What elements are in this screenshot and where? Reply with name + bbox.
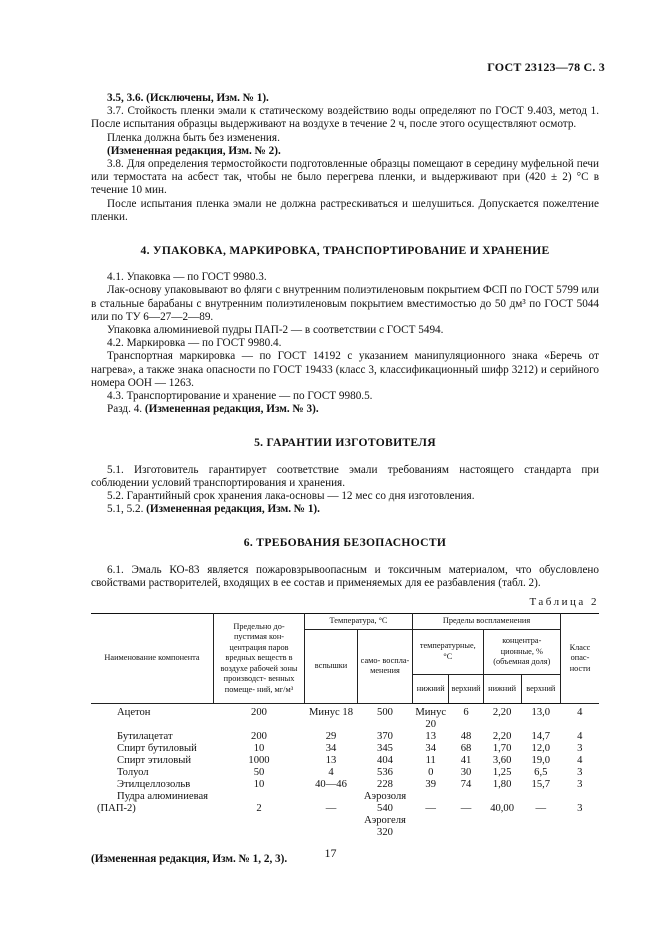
cell-tl: 0 (428, 766, 434, 778)
header-temp-upper: верхний (449, 674, 483, 703)
cell-line: 3 (577, 802, 583, 814)
cell-self: 370 (377, 730, 393, 742)
table-row (91, 731, 599, 743)
cell-pdk: 10 (253, 742, 265, 754)
cell-cl: 1,25 (492, 766, 512, 778)
paragraph-3-5: 3.5, 3.6. (Исключены, Изм. № 1). (107, 92, 269, 104)
cell-cl: 2,20 (492, 706, 512, 718)
cell-cl: 2,20 (492, 730, 512, 742)
section-6-title: 6. ТРЕБОВАНИЯ БЕЗОПАСНОСТИ (243, 536, 447, 550)
cell-line: — (460, 802, 472, 814)
cell-self: 404 (377, 754, 393, 766)
cell-flash (305, 791, 358, 839)
cell-tl: 11 (425, 754, 436, 766)
paragraph-lacquer-packing: Лак-основу упаковывают во фляги с внутренним полиэтиленовым покрытием ФСП по ГОСТ 5799 или в стальные барабаны с внутренним полиэтиленовым покрытием вместимостью до 50 дм³ по ГОСТ 5044 или по ТУ 6—27—2—89. (91, 284, 599, 323)
section-4-title: 4. УПАКОВКА, МАРКИРОВКА, ТРАНСПОРТИРОВАНИЕ И ХРАНЕНИЕ (140, 244, 550, 258)
page-header: ГОСТ 23123—78 С. 3 (487, 60, 605, 74)
paragraph-3-8: 3.8. Для определения термостойкости подготовленные образцы помещают в середину муфельной печи или термостата на асбест так, чтобы не было перегрева пленки, и выдерживают при (420 ± 2) °С в течение 10 мин. (91, 158, 599, 197)
header-self-ignition: само- воспла- менения (358, 629, 413, 703)
paragraph-4-2: 4.2. Маркировка — по ГОСТ 9980.4. (107, 337, 282, 350)
cell-cu: 15,7 (531, 778, 551, 790)
cell-line: 540 (377, 802, 393, 814)
paragraph-6-1: 6.1. Эмаль КО-83 является пожаровзрывоопасным и токсичным материалом, что обусловлено свойствами растворителей, входящих в ее состав и применяемых для ее разбавления (табл. 2). (91, 563, 599, 589)
cell-cu (521, 791, 560, 839)
cell-tl: 13 (425, 730, 437, 742)
table-row (91, 755, 599, 767)
section-4-note-prefix: Разд. 4. (107, 403, 143, 416)
cell-line: — (325, 802, 337, 814)
section-5-note-prefix: 5.1, 5.2. (107, 503, 144, 516)
paragraph-4-1: 4.1. Упаковка — по ГОСТ 9980.3. (107, 271, 267, 284)
cell-tl (413, 791, 449, 839)
cell-cls: 4 (577, 754, 583, 766)
page-number: 17 (324, 846, 337, 860)
final-amendment-note: (Измененная редакция, Изм. № 1, 2, 3). (91, 852, 288, 865)
cell-flash: 34 (325, 742, 337, 754)
cell-line: 40,00 (490, 802, 515, 814)
section-5-amendment (91, 503, 599, 516)
paragraph-5-2: 5.2. Гарантийный срок хранения лака-основы — 12 мес со дня изготовления. (107, 490, 475, 503)
cell-tl: Минус 20 (415, 706, 447, 730)
header-hazard-class: Класс опас- ности (561, 614, 600, 704)
paragraph-transport-marking: Транспортная маркировка — по ГОСТ 14192 с указанием манипуляционного знака «Беречь от нагрева», а также знака опасности по ГОСТ 19433 (класс 3, классификационный шифр 3212) и серийного номера ООН — 1263. (91, 350, 599, 389)
cell-line: — (425, 802, 437, 814)
cell-tu: 41 (460, 754, 472, 766)
table-row (91, 703, 599, 731)
cell-cl: 1,70 (492, 742, 512, 754)
header-concentration-limits: концентра- ционные, % (объемная доля) (483, 629, 560, 674)
cell-flash: 40—46 (315, 778, 347, 790)
header-name: Наименование компонента (91, 614, 214, 704)
cell-pdk (214, 791, 305, 839)
cell-name (91, 791, 214, 839)
section-4-note: (Измененная редакция, Изм. № 3). (144, 403, 319, 416)
paragraph-pap-packing: Упаковка алюминиевой пудры ПАП-2 — в соответствии с ГОСТ 5494. (107, 324, 444, 337)
cell-self: 500 (377, 706, 393, 718)
cell-line: 320 (377, 826, 393, 838)
cell-cls: 3 (577, 778, 583, 790)
document-body (91, 92, 599, 866)
hazard-table (91, 613, 599, 839)
cell-cl: 1,80 (492, 778, 512, 790)
cell-cls: 4 (577, 706, 583, 718)
cell-line: Аэрозоля (363, 790, 407, 802)
cell-pdk: 200 (251, 730, 267, 742)
header-conc-upper: верхний (521, 674, 560, 703)
cell-pdk: 1000 (248, 754, 270, 766)
cell-tl: 34 (425, 742, 437, 754)
cell-name: Спирт этиловый (117, 754, 192, 766)
cell-cu: 19,0 (531, 754, 551, 766)
section-5-title: 5. ГАРАНТИИ ИЗГОТОВИТЕЛЯ (254, 436, 436, 450)
cell-line: 2 (256, 802, 262, 814)
cell-flash: 29 (325, 730, 337, 742)
cell-cu: 13,0 (531, 706, 551, 718)
cell-pdk: 200 (251, 706, 267, 718)
cell-cls: 3 (577, 742, 583, 754)
cell-cu: 12,0 (531, 742, 551, 754)
cell-tu: 68 (460, 742, 472, 754)
cell-tu: 30 (460, 766, 472, 778)
cell-self (358, 791, 413, 839)
cell-flash: 4 (328, 766, 334, 778)
cell-line: (ПАП-2) (97, 802, 136, 814)
header-ignition-limits: Пределы воспламенения (413, 614, 561, 630)
cell-tu: 48 (460, 730, 472, 742)
header-temperature: Температура, °С (305, 614, 413, 630)
cell-name: Ацетон (117, 706, 151, 718)
cell-self: 228 (377, 778, 393, 790)
cell-flash: 13 (325, 754, 337, 766)
table-row (91, 743, 599, 755)
paragraph-after-test: После испытания пленка эмали не должна растрескиваться и шелушиться. Допускается пожелтение пленки. (91, 197, 599, 223)
amendment-note-2: (Измененная редакция, Изм. № 2). (107, 144, 281, 157)
cell-cls: 4 (577, 730, 583, 742)
header-flash: вспышки (305, 629, 358, 703)
cell-self: 345 (377, 742, 393, 754)
cell-cls: 3 (577, 766, 583, 778)
paragraph-5-1: 5.1. Изготовитель гарантирует соответствие эмали требованиям настоящего стандарта при соблюдении условий транспортирования и хранения. (91, 463, 599, 489)
section-4-amendment (91, 403, 599, 416)
paragraph-film: Пленка должна быть без изменения. (107, 131, 280, 144)
cell-tu: 6 (463, 706, 469, 718)
cell-name: Толуол (117, 766, 149, 778)
paragraph-4-3: 4.3. Транспортирование и хранение — по ГОСТ 9980.5. (107, 390, 373, 403)
table-row (91, 779, 599, 791)
cell-cu: 6,5 (534, 766, 548, 778)
cell-name: Спирт бутиловый (117, 742, 197, 754)
header-conc-lower: нижний (483, 674, 521, 703)
cell-tu (449, 791, 483, 839)
cell-flash: Минус 18 (309, 706, 353, 718)
cell-name: Бутилацетат (117, 730, 173, 742)
cell-pdk: 10 (253, 778, 265, 790)
cell-self: 536 (377, 766, 393, 778)
header-pdk: Предельно до- пустимая кон- центрация паров вредных веществ в воздухе рабочей зоны производст- венных помеще- ний, мг/м³ (214, 614, 305, 704)
cell-tu: 74 (460, 778, 472, 790)
cell-cls (561, 791, 600, 839)
cell-line: Пудра алюминиевая (117, 790, 209, 802)
cell-pdk: 50 (253, 766, 265, 778)
header-temp-lower: нижний (413, 674, 449, 703)
section-5-note: (Измененная редакция, Изм. № 1). (146, 503, 320, 516)
table-body (91, 703, 599, 839)
paragraph-3-7: 3.7. Стойкость пленки эмали к статическому воздействию воды определяют по ГОСТ 9.403, метод 1. После испытания образцы выдерживают на воздухе в течение 2 ч, после этого осуществляют осмотр. (91, 105, 599, 131)
table-caption: Таблица 2 (529, 596, 599, 609)
cell-line: Аэрогеля (364, 814, 406, 826)
cell-cl (483, 791, 521, 839)
cell-line: — (535, 802, 547, 814)
cell-tl: 39 (425, 778, 437, 790)
header-temperature-limits: температурные, °С (413, 629, 484, 674)
table-row (91, 791, 599, 839)
cell-name: Этилцеллозольв (117, 778, 191, 790)
cell-cu: 14,7 (531, 730, 551, 742)
cell-cl: 3,60 (492, 754, 512, 766)
table-row (91, 767, 599, 779)
